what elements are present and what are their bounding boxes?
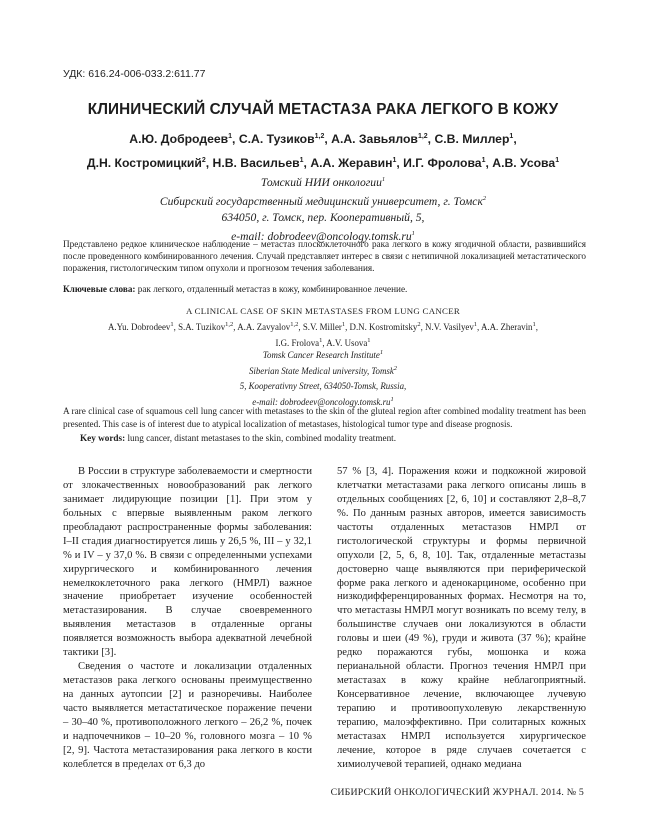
authors-en: A.Yu. Dobrodeev$^1$, S.A. Tuzikov$^{1,2}$, A.A. Zavyalov$^{1,2}$, S.V. Miller$^1$, D.N. Kostromitsky$^2$, N.V. Vasilyev$^1$, A.A. Zheravin$^1$, I.G. Frolova$^1$, A.V. Usova$^1$ xyxy=(108,321,538,348)
author-affiliation-mark: 1 xyxy=(170,321,174,328)
affiliation-email: e-mail: $dobrodeev@oncology.tomsk.ru^1$ xyxy=(252,396,394,408)
udk-code: УДК: 616.24-006-033.2:611.77 xyxy=(63,68,206,80)
author-affiliation-mark: 1,2 xyxy=(290,321,299,328)
author-affiliation-mark: 1 xyxy=(555,157,560,165)
author-name: S.V. Miller xyxy=(302,321,342,332)
affiliation-line: 5, Kooperativny Street, 634050-Tomsk, Russia, xyxy=(239,380,407,391)
affiliation-email: e-mail: $dobrodeev@oncology.tomsk.ru^1$ xyxy=(231,229,415,243)
author-affiliation-mark: 1,2 xyxy=(314,133,325,140)
author-affiliation-mark: 1 xyxy=(341,321,346,328)
author-name: S.A. Tuzikov xyxy=(178,321,226,332)
author-name: А.А. Жеравин xyxy=(310,156,393,171)
article-title: КЛИНИЧЕСКИЙ СЛУЧАЙ МЕТАСТАЗА РАКА ЛЕГКОГО В КОЖУ xyxy=(87,101,559,118)
article-title-en: A CLINICAL CASE OF SKIN METASTASES FROM LUNG CANCER xyxy=(185,306,461,316)
author-affiliation-mark: 1 xyxy=(299,157,304,165)
author-affiliation-mark: 1,2 xyxy=(225,321,234,328)
body-paragraph: 57 % [3, 4]. Поражения кожи и подкожной жировой клетчатки метастазами рака легкого описаны лишь в отдельных сообщениях [2, 6, 10] и составляют 2,8–8,7 %. По данным разных авторов, имеется зависимость частоты отдаленных метастазов НМРЛ от гистологической структуры и формы первичной опухоли [2, 5, 6, 8, 10]. Так, отдаленные метастазы достоверно чаще выявляются при периферической форме рака легкого и аденокарциноме, особенно при низкодифференцированных формах. Несмотря на то, что метастазы НМРЛ могут возникать по всему телу, в большинстве случаев они локализуются в области головы и шеи (49 %), груди и живота (37 %); крайне редко поражаются губы, мошонка и кожа перианальной области. Прогноз течения НМРЛ при метастазах в кожу крайне неблагоприятный. Консервативное лечение, включающее лучевую терапию и противоопухолевую лекарственную терапию, малоэффективно. При солитарных кожных метастазах НМРЛ используется хирургическое лечение, которое в ряде случаев сочетается с химиолучевой терапией, однако медиана xyxy=(337,466,586,770)
affiliation-line: Tomsk Cancer Research Institute$^1$ xyxy=(262,349,384,360)
author-affiliation-mark: 2 xyxy=(417,321,421,328)
keywords-en xyxy=(80,432,586,444)
author-name: С.В. Миллер xyxy=(434,132,510,147)
author-affiliation-mark: 1 xyxy=(481,157,486,165)
keywords-ru xyxy=(63,283,586,295)
abstract-en: A rare clinical case of squamous cell lung cancer with metastases to the skin of the gluteal region after combined modality treatment has been presented. This case is of interest due to atypical localization of metastases, histological tumor type and disease prognosis. xyxy=(63,406,586,429)
author-name: А.Ю. Добродеев xyxy=(129,132,229,147)
author-name: A.Yu. Dobrodeev xyxy=(108,321,171,332)
author-affiliation-mark: 1 xyxy=(509,133,514,140)
author-affiliation-mark: 1 xyxy=(392,157,397,165)
author-name: А.А. Завьялов xyxy=(331,132,418,147)
affiliation-line: Siberian State Medical university, Tomsk$^2$ xyxy=(248,365,398,377)
affiliations-en xyxy=(0,346,646,410)
keywords-label: Key words: xyxy=(80,433,126,443)
author-affiliation-mark: 1 xyxy=(228,133,233,140)
author-name: С.А. Тузиков xyxy=(238,132,315,147)
affiliations-ru xyxy=(0,172,646,245)
journal-footer: СИБИРСКИЙ ОНКОЛОГИЧЕСКИЙ ЖУРНАЛ. 2014. № 5 xyxy=(330,787,584,798)
author-affiliation-mark: 1,2 xyxy=(417,133,428,140)
author-name: A.A. Zavyalov xyxy=(237,321,291,332)
author-name: A.A. Zheravin xyxy=(480,321,533,332)
author-name: D.N. Kostromitsky xyxy=(349,321,418,332)
keywords-text: lung cancer, distant metastases to the skin, combined modality treatment. xyxy=(125,433,397,443)
author-affiliation-mark: 2 xyxy=(201,157,206,165)
author-name: N.V. Vasilyev xyxy=(425,321,474,332)
author-name: Д.Н. Костромицкий xyxy=(86,156,202,171)
body-column-left xyxy=(63,465,312,772)
body-paragraph: В России в структуре заболеваемости и смертности от злокачественных новообразований рак легкого занимает лидирующие позиции [1]. При этом у больных с впервые выявленным раком легкого преобладают распространенные формы заболевания: I–II стадия диагностируется лишь у 26,5 %, III – у 32,1 % и IV – у 37,0 %. В связи с определенными успехами хирургического и комбинированного лечения немелкоклеточного рака легкого (НМРЛ) важное значение приобретает изучение особенностей метастазирования. В случае своевременного выявления метастазов в отдаленные органы появляется возможность выбора адекватной лечебной тактики [3]. xyxy=(63,466,312,659)
author-affiliation-mark: 1 xyxy=(532,321,536,328)
abstract-ru: Представлено редкое клиническое наблюдение – метастаз плоскоклеточного рака легкого в кожу ягодичной области, развившийся после проведенного комбинированного лечения. Случай представляет интерес в связи с нетипичной локализацией метастатического поражения, гистологическим типом опухоли и прогнозом течения заболевания. xyxy=(63,239,586,274)
keywords-text: рак легкого, отдаленный метастаз в кожу, комбинированное лечение. xyxy=(135,284,408,294)
author-affiliation-mark: 1 xyxy=(473,321,478,328)
author-name: I.G. Frolova xyxy=(275,337,320,348)
keywords-label: Ключевые слова: xyxy=(63,284,136,294)
author-name: Н.В. Васильев xyxy=(212,156,300,171)
body-paragraph: Сведения о частоте и локализации отдаленных метастазов рака легкого основаны преимущественно на данных аутопсии [2] и разноречивы. Наиболее часто выявляется метастатическое поражение печени – 30–40 %, противоположного легкого – 26,2 %, почек и надпочечников – 10–20 %, головного мозга – 10 % [2, 9]. Частота метастазирования рака легкого в кости колеблется в пределах от 6,3 до xyxy=(63,661,312,770)
affiliation-line: 634050, г. Томск, пер. Кооперативный, 5, xyxy=(221,210,425,224)
author-affiliation-mark: 1 xyxy=(367,336,371,344)
authors-ru: А.Ю. Добродеев$^1$, С.А. Тузиков$^{1,2}$, А.А. Завьялов$^{1,2}$, С.В. Миллер$^1$, Д.Н. Костромицкий$^2$, Н.В. Васильев$^1$, А.А. Жеравин$^1$, И.Г. Фролова$^1$, А.В. Усова$^1$ xyxy=(86,132,560,171)
body-column-right xyxy=(337,465,586,772)
author-affiliation-mark: 1 xyxy=(319,336,323,344)
affiliation-line: Томский НИИ онкологии$^1$ xyxy=(260,175,386,189)
author-name: И.Г. Фролова xyxy=(403,156,482,171)
author-name: A.V. Usova xyxy=(326,337,368,348)
author-name: А.В. Усова xyxy=(492,156,556,171)
affiliation-line: Сибирский государственный медицинский университет, г. Томск$^2$ xyxy=(159,194,487,208)
